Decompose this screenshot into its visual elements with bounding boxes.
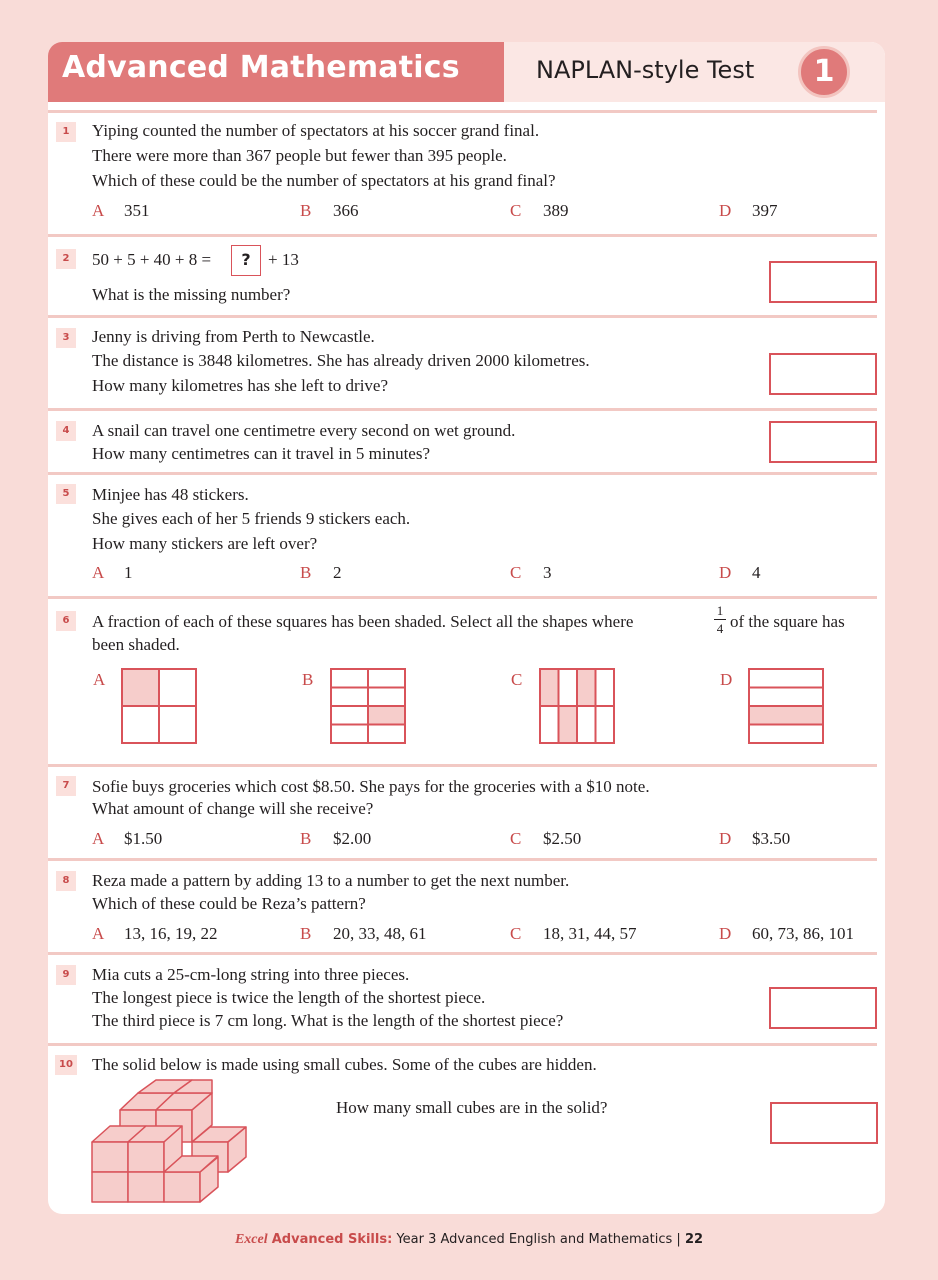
divider: [48, 110, 877, 113]
option-a-value[interactable]: 351: [124, 201, 150, 220]
question-number: 10: [55, 1055, 77, 1075]
question-text: A snail can travel one centimetre every second on wet ground.: [92, 421, 516, 440]
divider: [48, 472, 877, 475]
option-a-value[interactable]: $1.50: [124, 829, 163, 848]
question-text: What is the missing number?: [92, 285, 291, 304]
missing-number-box: ?: [231, 245, 261, 276]
shape-c-label[interactable]: C: [511, 670, 523, 689]
question-text: been shaded.: [92, 635, 180, 654]
option-c-value[interactable]: 389: [543, 201, 569, 220]
shape-a-square[interactable]: [121, 668, 197, 744]
shape-b-square[interactable]: [330, 668, 406, 744]
question-text: Which of these could be Reza’s pattern?: [92, 894, 366, 913]
question-text: The third piece is 7 cm long. What is the length of the shortest piece?: [92, 1011, 564, 1030]
question-number: 2: [56, 249, 76, 269]
series-name: Advanced Skills:: [271, 1232, 393, 1247]
question-text: Mia cuts a 25-cm-long string into three pieces.: [92, 965, 410, 984]
divider: [48, 764, 877, 767]
option-d-value[interactable]: 4: [752, 563, 761, 582]
option-b-letter[interactable]: B: [300, 201, 312, 220]
shape-d-label[interactable]: D: [720, 670, 733, 689]
question-text: The longest piece is twice the length of the shortest piece.: [92, 988, 486, 1007]
option-a-letter[interactable]: A: [92, 829, 105, 848]
option-a-letter[interactable]: A: [92, 924, 105, 943]
page-number: 22: [684, 1232, 704, 1247]
option-b-letter[interactable]: B: [300, 924, 312, 943]
question-text: of the square has: [730, 612, 845, 631]
divider: [48, 315, 877, 318]
question-text: She gives each of her 5 friends 9 stickers each.: [92, 509, 411, 528]
divider: [48, 1043, 877, 1046]
option-c-value[interactable]: 18, 31, 44, 57: [543, 924, 637, 943]
option-a-letter[interactable]: A: [92, 201, 105, 220]
option-b-letter[interactable]: B: [300, 829, 312, 848]
option-c-letter[interactable]: C: [510, 829, 522, 848]
question-number: 4: [56, 421, 76, 441]
answer-box[interactable]: [769, 261, 877, 303]
question-number: 5: [56, 484, 76, 504]
option-c-value[interactable]: $2.50: [543, 829, 582, 848]
shape-b-label[interactable]: B: [302, 670, 314, 689]
option-c-letter[interactable]: C: [510, 201, 522, 220]
question-text: What amount of change will she receive?: [92, 799, 374, 818]
option-c-letter[interactable]: C: [510, 924, 522, 943]
excel-logo: Excel: [234, 1232, 268, 1247]
shape-a-label[interactable]: A: [93, 670, 106, 689]
question-text: Minjee has 48 stickers.: [92, 485, 249, 504]
fraction-numerator: 1: [716, 603, 724, 618]
option-d-letter[interactable]: D: [719, 924, 732, 943]
answer-box[interactable]: [770, 1102, 878, 1144]
test-number-badge: 1: [798, 46, 850, 98]
question-text: Reza made a pattern by adding 13 to a number to get the next number.: [92, 871, 570, 890]
question-number: 1: [56, 122, 76, 142]
question-number: 8: [56, 871, 76, 891]
divider: [48, 408, 877, 411]
question-text: Jenny is driving from Perth to Newcastle.: [92, 327, 375, 346]
question-number: 9: [56, 965, 76, 985]
question-number: 6: [56, 611, 76, 631]
test-label: NAPLAN-style Test: [536, 56, 755, 84]
equation-right: + 13: [268, 250, 299, 269]
question-text: How many kilometres has she left to drive?: [92, 376, 389, 395]
option-b-value[interactable]: 2: [333, 563, 342, 582]
question-text: Which of these could be the number of spectators at his grand final?: [92, 171, 556, 190]
option-a-letter[interactable]: A: [92, 563, 105, 582]
question-text: How many small cubes are in the solid?: [336, 1098, 608, 1117]
divider: [48, 234, 877, 237]
answer-box[interactable]: [769, 421, 877, 463]
question-text: The solid below is made using small cubes. Some of the cubes are hidden.: [92, 1055, 597, 1074]
book-subtitle: Year 3 Advanced English and Mathematics: [396, 1232, 673, 1247]
option-a-value[interactable]: 1: [124, 563, 133, 582]
question-text: Sofie buys groceries which cost $8.50. She pays for the groceries with a $10 note.: [92, 777, 650, 796]
answer-box[interactable]: [769, 987, 877, 1029]
option-d-value[interactable]: $3.50: [752, 829, 791, 848]
equation-left: 50 + 5 + 40 + 8 =: [92, 250, 212, 269]
page-title: Advanced Mathematics: [62, 50, 460, 85]
option-b-value[interactable]: 20, 33, 48, 61: [333, 924, 427, 943]
footer-divider: |: [676, 1232, 681, 1247]
question-number: 3: [56, 328, 76, 348]
question-text: There were more than 367 people but fewer than 395 people.: [92, 146, 507, 165]
question-text: Yiping counted the number of spectators at his soccer grand final.: [92, 121, 540, 140]
option-c-value[interactable]: 3: [543, 563, 552, 582]
fraction-bar: [714, 619, 726, 620]
shape-d-square[interactable]: [748, 668, 824, 744]
option-d-value[interactable]: 397: [752, 201, 778, 220]
option-d-value[interactable]: 60, 73, 86, 101: [752, 924, 854, 943]
question-text: A fraction of each of these squares has been shaded. Select all the shapes where: [92, 612, 634, 631]
option-b-value[interactable]: 366: [333, 201, 359, 220]
cube-solid-diagram: [90, 1080, 250, 1205]
option-c-letter[interactable]: C: [510, 563, 522, 582]
option-d-letter[interactable]: D: [719, 563, 732, 582]
divider: [48, 596, 877, 599]
option-d-letter[interactable]: D: [719, 829, 732, 848]
option-b-value[interactable]: $2.00: [333, 829, 372, 848]
fraction-denominator: 4: [716, 621, 724, 636]
divider: [48, 858, 877, 861]
page-header: [48, 42, 885, 102]
fraction-one-quarter: [713, 603, 727, 636]
divider: [48, 952, 877, 955]
shape-c-square[interactable]: [539, 668, 615, 744]
answer-box[interactable]: [769, 353, 877, 395]
option-b-letter[interactable]: B: [300, 563, 312, 582]
question-text: The distance is 3848 kilometres. She has already driven 2000 kilometres.: [92, 351, 590, 370]
option-d-letter[interactable]: D: [719, 201, 732, 220]
option-a-value[interactable]: 13, 16, 19, 22: [124, 924, 218, 943]
question-number: 7: [56, 776, 76, 796]
question-text: How many centimetres can it travel in 5 minutes?: [92, 444, 431, 463]
question-text: How many stickers are left over?: [92, 534, 318, 553]
page-footer: [0, 1232, 938, 1248]
